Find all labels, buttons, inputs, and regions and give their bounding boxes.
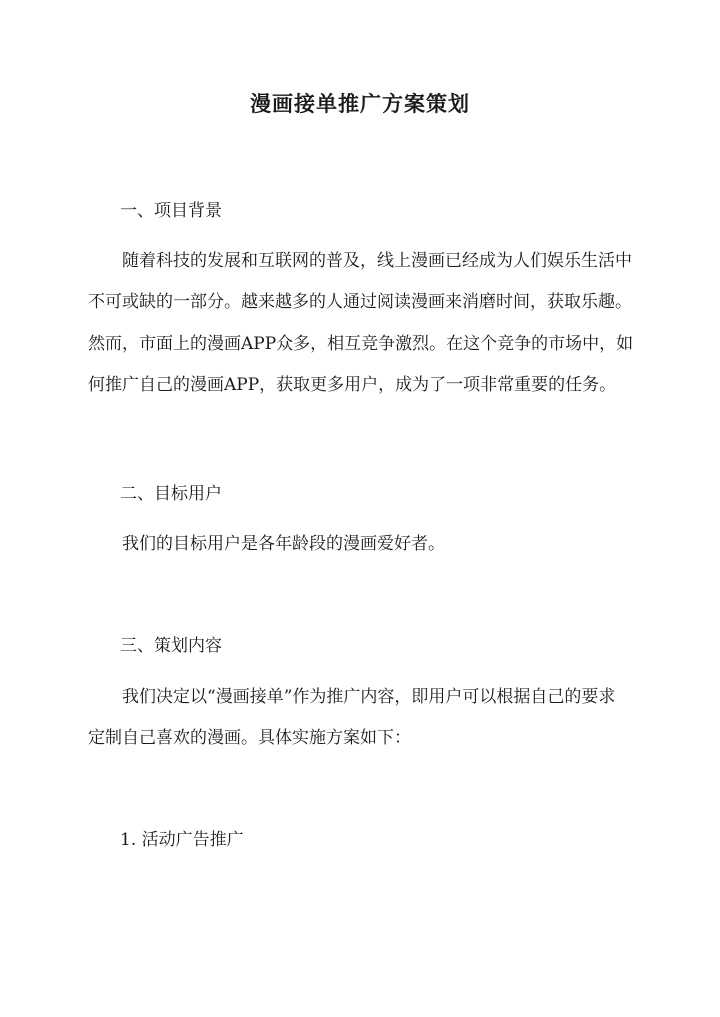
paragraph-line: 随着科技的发展和互联网的普及，线上漫画已经成为人们娱乐生活中	[122, 251, 632, 271]
section-heading-background: 一、项目背景	[120, 201, 222, 221]
paragraph-line: 不可或缺的一部分。越来越多的人通过阅读漫画来消磨时间，获取乐趣。	[88, 292, 632, 313]
document-title: 漫画接单推广方案策划	[250, 91, 470, 116]
paragraph-line: 定制自己喜欢的漫画。具体实施方案如下：	[88, 728, 411, 749]
section-heading-target-users: 二、目标用户	[120, 484, 222, 504]
paragraph-line: 我们的目标用户是各年龄段的漫画爱好者。	[122, 534, 445, 554]
section-heading-plan-content: 三、策划内容	[120, 636, 222, 656]
paragraph-line: 我们决定以“漫画接单”作为推广内容，即用户可以根据自己的要求	[122, 687, 616, 707]
section-paragraph-plan-content	[88, 677, 648, 760]
paragraph-line: 然而，市面上的漫画APP众多，相互竞争激烈。在这个竞争的市场中，如	[88, 333, 634, 354]
section-paragraph-background	[88, 241, 648, 406]
subsection-heading-ad-promotion: 1. 活动广告推广	[120, 830, 244, 850]
paragraph-line: 何推广自己的漫画APP，获取更多用户，成为了一项非常重要的任务。	[88, 374, 617, 395]
section-paragraph-target-users	[88, 524, 648, 565]
